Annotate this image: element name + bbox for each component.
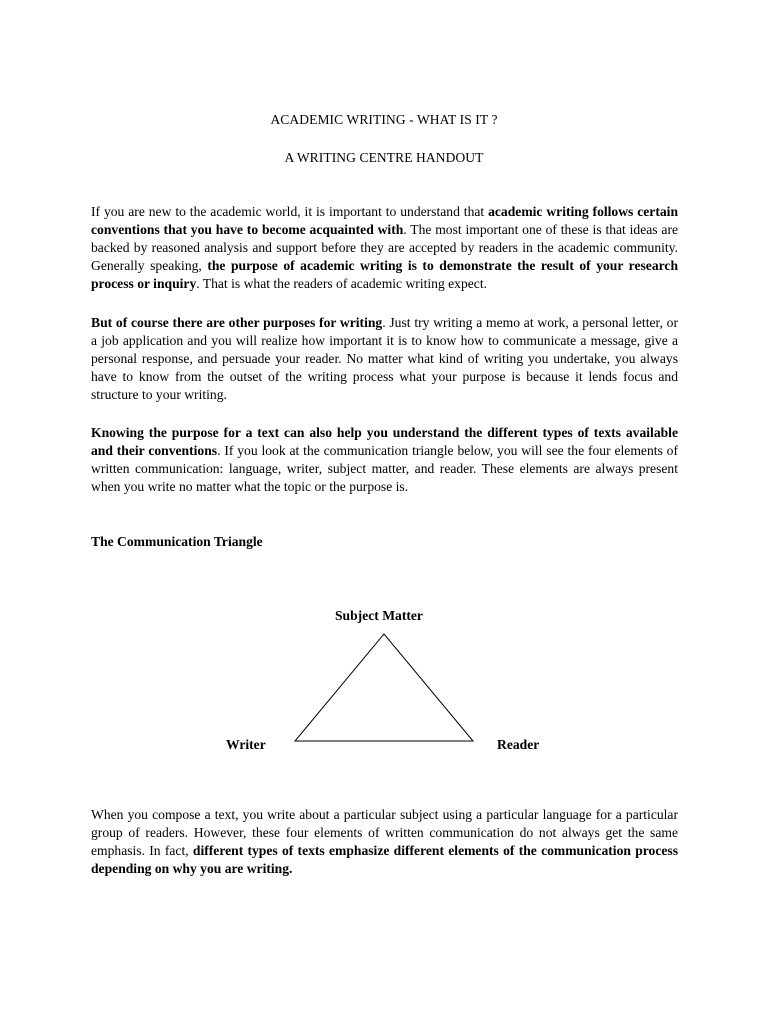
document-subtitle: A WRITING CENTRE HANDOUT xyxy=(284,150,484,165)
triangle-label-reader: Reader xyxy=(497,737,540,752)
paragraph-run-bold: the purpose of academic writing is to demonstrate the result of your research process or inquiry xyxy=(91,258,678,292)
document-title: ACADEMIC WRITING - WHAT IS IT ? xyxy=(270,112,498,127)
paragraph-run-bold: different types of texts emphasize different elements of the communication process depending on why you are writing. xyxy=(91,843,679,877)
paragraph-closing xyxy=(91,806,678,878)
paragraph-run: . If you look at the communication triangle below, you will see the four elements of written communication: language, writer, subject matter, and reader. These elements are always present when you write no matter what the topic or the purpose is. xyxy=(91,443,678,495)
triangle-label-writer: Writer xyxy=(226,737,266,752)
paragraph-run-bold: academic writing follows certain conventions that you have to become acquainted with xyxy=(91,204,679,238)
paragraph-run: When you compose a text, you write about a particular subject using a particular language for a particular group of readers. However, these four elements of written communication do not always get the same emphasis. In fact, xyxy=(91,807,678,859)
section-heading: The Communication Triangle xyxy=(91,534,263,549)
triangle-shape xyxy=(295,634,473,741)
paragraph-run: . That is what the readers of academic writing expect. xyxy=(196,276,488,292)
paragraph-run: . The most important one of these is that ideas are backed by reasoned analysis and support before they are accepted by readers in the academic community. Generally speaking, xyxy=(91,222,679,274)
paragraph-run-bold: Knowing the purpose for a text can also help you understand the different types of texts available and their conventions xyxy=(91,425,678,459)
paragraph-run: If you are new to the academic world, it is important to understand that xyxy=(91,204,489,219)
paragraph-run: . Just try writing a memo at work, a personal letter, or a job application and you will realize how important it is to know how to communicate a message, give a personal response, and persuade your reader. No matter what kind of writing you undertake, you always have to know from the outset of the writing process what your purpose is because it lends focus and structure to your writing. xyxy=(91,315,679,403)
triangle-label-subject-matter: Subject Matter xyxy=(335,608,423,623)
paragraph-run-bold: But of course there are other purposes for writing xyxy=(91,315,383,330)
